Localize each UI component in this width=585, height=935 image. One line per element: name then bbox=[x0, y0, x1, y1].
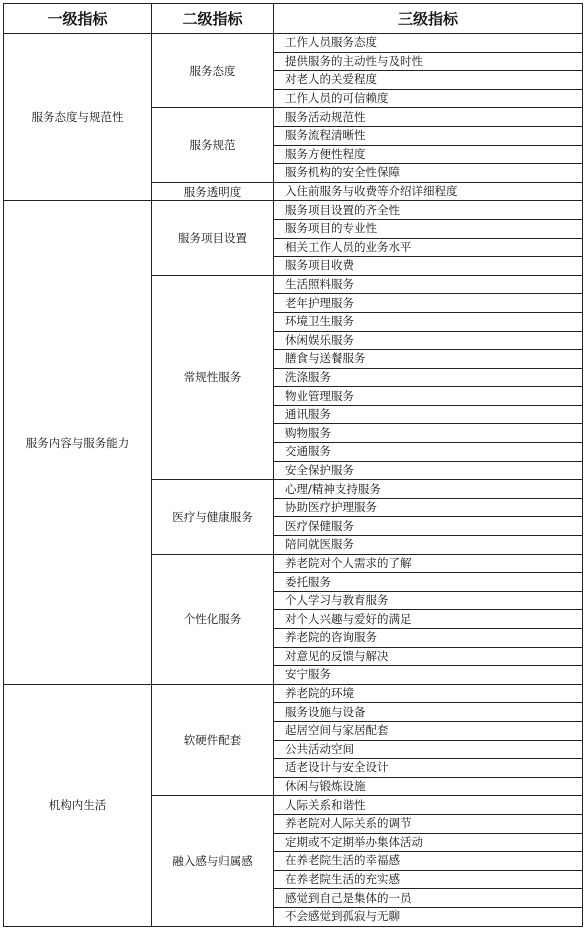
level-3-indicator: 交通服务 bbox=[274, 443, 583, 462]
level-3-indicator: 相关工作人员的业务水平 bbox=[274, 238, 583, 257]
level-2-indicator: 服务规范 bbox=[152, 108, 274, 182]
level-3-indicator: 环境卫生服务 bbox=[274, 312, 583, 331]
level-3-indicator: 服务方便性程度 bbox=[274, 145, 583, 164]
level-3-indicator: 工作人员服务态度 bbox=[274, 34, 583, 53]
level-3-indicator: 在养老院生活的幸福感 bbox=[274, 852, 583, 871]
level-3-indicator: 陪同就医服务 bbox=[274, 536, 583, 555]
level-3-indicator: 心理/精神支持服务 bbox=[274, 480, 583, 499]
level-2-indicator: 服务态度 bbox=[152, 34, 274, 108]
level-3-indicator: 公共活动空间 bbox=[274, 740, 583, 759]
level-3-indicator: 休闲与锻炼设施 bbox=[274, 777, 583, 796]
level-3-indicator: 膳食与送餐服务 bbox=[274, 350, 583, 369]
level-2-indicator: 软硬件配套 bbox=[152, 684, 274, 796]
level-3-indicator: 工作人员的可信赖度 bbox=[274, 89, 583, 108]
level-2-indicator: 医疗与健康服务 bbox=[152, 480, 274, 554]
level-3-indicator: 定期或不定期举办集体活动 bbox=[274, 833, 583, 852]
level-3-indicator: 通讯服务 bbox=[274, 405, 583, 424]
level-3-indicator: 生活照料服务 bbox=[274, 275, 583, 294]
level-3-indicator: 养老院的环境 bbox=[274, 684, 583, 703]
level-3-indicator: 在养老院生活的充实感 bbox=[274, 870, 583, 889]
level-3-indicator: 个人学习与教育服务 bbox=[274, 591, 583, 610]
level-3-indicator: 不会感觉到孤寂与无聊 bbox=[274, 907, 583, 926]
table-row bbox=[4, 34, 583, 53]
level-3-indicator: 委托服务 bbox=[274, 573, 583, 592]
level-3-indicator: 服务项目设置的齐全性 bbox=[274, 201, 583, 220]
level-3-indicator: 老年护理服务 bbox=[274, 294, 583, 313]
indicator-table bbox=[3, 3, 583, 927]
level-3-indicator: 适老设计与安全设计 bbox=[274, 759, 583, 778]
level-1-indicator: 服务态度与规范性 bbox=[4, 34, 152, 201]
level-2-indicator: 融入感与归属感 bbox=[152, 796, 274, 926]
level-3-indicator: 人际关系和谐性 bbox=[274, 796, 583, 815]
level-3-indicator: 对意见的反馈与解决 bbox=[274, 647, 583, 666]
level-2-indicator: 个性化服务 bbox=[152, 554, 274, 684]
level-3-indicator: 安宁服务 bbox=[274, 666, 583, 685]
level-3-indicator: 提供服务的主动性与及时性 bbox=[274, 52, 583, 71]
level-3-indicator: 协助医疗护理服务 bbox=[274, 498, 583, 517]
level-2-indicator: 服务项目设置 bbox=[152, 201, 274, 275]
level-3-indicator: 休闲娱乐服务 bbox=[274, 331, 583, 350]
level-3-indicator: 服务项目收费 bbox=[274, 257, 583, 276]
level-2-indicator: 服务透明度 bbox=[152, 182, 274, 201]
header-row bbox=[4, 4, 583, 34]
table-row bbox=[4, 201, 583, 220]
level-3-indicator: 购物服务 bbox=[274, 424, 583, 443]
level-3-indicator: 入住前服务与收费等介绍详细程度 bbox=[274, 182, 583, 201]
level-3-indicator: 对个人兴趣与爱好的满足 bbox=[274, 610, 583, 629]
level-3-indicator: 养老院对人际关系的调节 bbox=[274, 814, 583, 833]
level-3-indicator: 服务活动规范性 bbox=[274, 108, 583, 127]
level-3-indicator: 服务机构的安全性保障 bbox=[274, 164, 583, 183]
level-3-indicator: 感觉到自己是集体的一员 bbox=[274, 889, 583, 908]
level-3-indicator: 养老院的咨询服务 bbox=[274, 629, 583, 648]
level-3-indicator: 服务设施与设备 bbox=[274, 703, 583, 722]
level-3-indicator: 物业管理服务 bbox=[274, 387, 583, 406]
level-3-indicator: 洗涤服务 bbox=[274, 368, 583, 387]
table-body bbox=[4, 34, 583, 927]
header-level-1: 一级指标 bbox=[4, 4, 152, 34]
level-3-indicator: 医疗保健服务 bbox=[274, 517, 583, 536]
level-3-indicator: 起居空间与家居配套 bbox=[274, 721, 583, 740]
level-3-indicator: 安全保护服务 bbox=[274, 461, 583, 480]
level-1-indicator: 机构内生活 bbox=[4, 684, 152, 926]
level-3-indicator: 服务项目的专业性 bbox=[274, 219, 583, 238]
level-3-indicator: 养老院对个人需求的了解 bbox=[274, 554, 583, 573]
level-1-indicator: 服务内容与服务能力 bbox=[4, 201, 152, 684]
table-row bbox=[4, 684, 583, 703]
level-3-indicator: 服务流程清晰性 bbox=[274, 126, 583, 145]
header-level-2: 二级指标 bbox=[152, 4, 274, 34]
header-level-3: 三级指标 bbox=[274, 4, 583, 34]
level-3-indicator: 对老人的关爱程度 bbox=[274, 71, 583, 90]
level-2-indicator: 常规性服务 bbox=[152, 275, 274, 480]
